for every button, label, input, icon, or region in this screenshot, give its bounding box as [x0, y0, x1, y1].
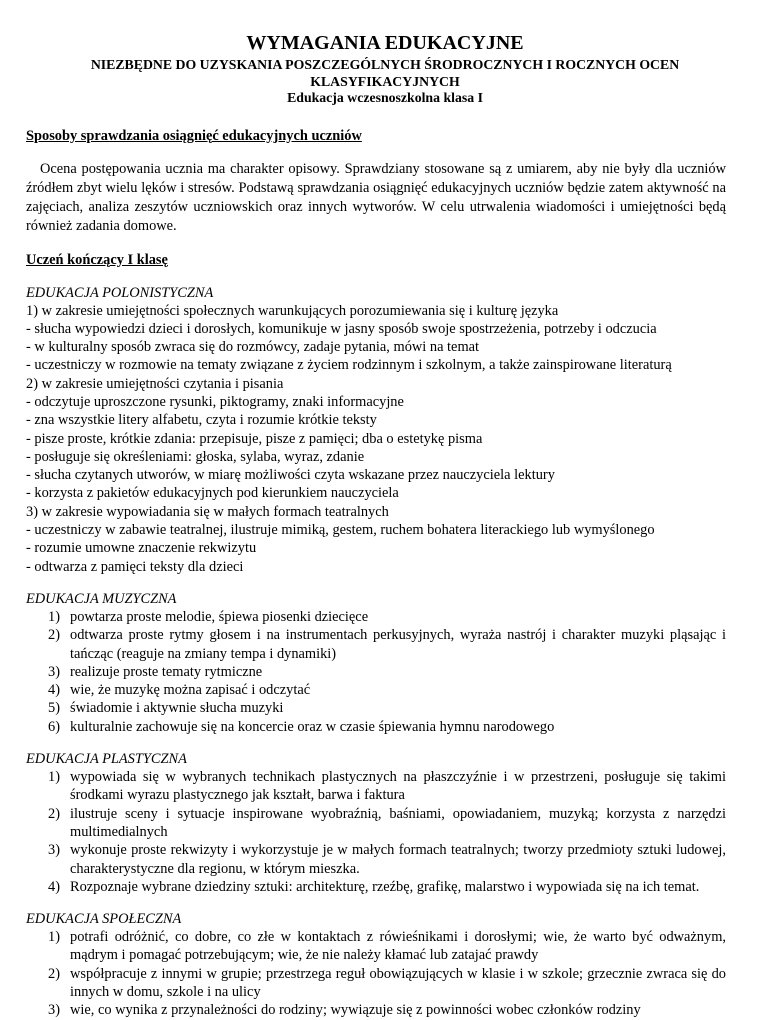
list-item: - rozumie umowne znaczenie rekwizytu [26, 540, 257, 557]
list-item: 1) w zakresie umiejętności społecznych warunkujących porozumiewania się i kulturę języka [26, 302, 559, 319]
list-item: - słucha czytanych utworów, w miarę możliwości czyta wskazane przez nauczyciela lektury [26, 467, 555, 484]
list-item: 3) w zakresie wypowiadania się w małych formach teatralnych [26, 503, 389, 520]
art-education-list [26, 768, 726, 896]
list-item: - uczestniczy w rozmowie na tematy związane z życiem rodzinnym i szkolnym, a także zainspirowane literaturą [26, 357, 672, 374]
document-title: WYMAGANIA EDUKACYJNE [246, 32, 524, 54]
list-item: 6) kulturalnie zachowuje się na koncercie oraz w czasie śpiewania hymnu narodowego [48, 718, 555, 735]
list-item: 5) świadomie i aktywnie słucha muzyki [48, 700, 284, 717]
polish-education-title: EDUKACJA POLONISTYCZNA [26, 284, 214, 301]
list-item: - słucha wypowiedzi dzieci i dorosłych, komunikuje w jasny sposób swoje spostrzeżenia, potrzeby i odczucia [26, 320, 657, 337]
list-item: 3) realizuje proste tematy rytmiczne [48, 663, 263, 680]
social-education-list [26, 928, 726, 1019]
list-item: - odczytuje uproszczone rysunki, piktogramy, znaki informacyjne [26, 393, 404, 410]
social-education-title: EDUKACJA SPOŁECZNA [26, 911, 182, 928]
list-item: 2) ilustruje sceny i sytuacje inspirowane wyobraźnią, baśniami, opowiadaniem, muzyką; korzysta z narzędzi multimedialnych [48, 805, 726, 840]
art-education-title: EDUKACJA PLASTYCZNA [26, 751, 187, 768]
list-item: - korzysta z pakietów edukacyjnych pod kierunkiem nauczyciela [26, 485, 399, 502]
list-item: - uczestniczy w zabawie teatralnej, ilustruje mimiką, gestem, ruchem bohatera literackiego lub wymyślonego [26, 522, 655, 539]
list-item: 1) powtarza proste melodie, śpiewa piosenki dziecięce [48, 608, 369, 625]
list-item: 2) w zakresie umiejętności czytania i pisania [26, 375, 284, 392]
polish-education-list [26, 302, 726, 576]
student-heading: Uczeń kończący I klasę [26, 251, 168, 268]
list-item: - w kulturalny sposób zwraca się do rozmówcy, zadaje pytania, mówi na temat [26, 339, 480, 356]
list-item: - pisze proste, krótkie zdania: przepisuje, pisze z pamięci; dba o estetykę pisma [26, 430, 483, 447]
list-item: 1) potrafi odróżnić, co dobre, co złe w kontaktach z rówieśnikami i dorosłymi; wie, że warto być odważnym, mądrym i pomagać potrzebującym; wie, że nie należy kłamać lub zatajać prawdy [48, 929, 726, 964]
list-item: 2) odtwarza proste rytmy głosem i na instrumentach perkusyjnych, wyraża nastrój i charakter muzyki pląsając i tańcząc (reaguje na zmiany tempa i dynamiki) [48, 627, 726, 662]
list-item: 3) wykonuje proste rekwizyty i wykorzystuje je w małych formach teatralnych; tworzy przedmioty sztuki ludowej, charakterystyczne dla regionu, w którym mieszka. [48, 842, 726, 877]
list-item: 4) wie, że muzykę można zapisać i odczytać [48, 682, 311, 699]
music-education-title: EDUKACJA MUZYCZNA [26, 590, 177, 607]
subtitle-line-1: NIEZBĘDNE DO UZYSKANIA POSZCZEGÓLNYCH ŚRODROCZNYCH I ROCZNYCH OCEN [90, 57, 680, 72]
subtitle-line-2: KLASYFIKACYJNYCH [310, 73, 460, 89]
list-item: 2) współpracuje z innymi w grupie; przestrzega reguł obowiązujących w klasie i w szkole; grzecznie zwraca się do innych w domu, szkole i na ulicy [48, 965, 726, 1000]
list-item: 4) Rozpoznaje wybrane dziedziny sztuki: architekturę, rzeźbę, grafikę, malarstwo i wypowiada się na ich temat. [48, 878, 700, 895]
list-item: - posługuje się określeniami: głoska, sylaba, wyraz, zdanie [26, 448, 365, 465]
list-item: - odtwarza z pamięci teksty dla dzieci [26, 558, 244, 575]
music-education-list [26, 608, 726, 736]
methods-paragraph: Ocena postępowania ucznia ma charakter opisowy. Sprawdziany stosowane są z umiarem, aby nie były dla uczniów źródłem zbyt wielu lęków i stresów. Podstawą sprawdzania osiągnięć edukacyjnych uczniów będzie zatem aktywność na zajęciach, analiza zeszytów uczniowskich oraz innych wytworów. W celu utrwalenia wiadomości i umiejętności będą również zadania domowe. [26, 160, 726, 234]
list-item: 1) wypowiada się w wybranych technikach plastycznych na płaszczyźnie i w przestrzeni, posługuje się takimi środkami wyrazu plastycznego jak kształt, barwa i faktura [48, 769, 726, 804]
list-item: 3) wie, co wynika z przynależności do rodziny; wywiązuje się z powinności wobec członków rodziny [48, 1002, 641, 1019]
subtitle-line-3: Edukacja wczesnoszkolna klasa I [287, 90, 483, 105]
methods-heading: Sposoby sprawdzania osiągnięć edukacyjnych uczniów [26, 127, 362, 144]
list-item: - zna wszystkie litery alfabetu, czyta i rozumie krótkie teksty [26, 412, 377, 429]
